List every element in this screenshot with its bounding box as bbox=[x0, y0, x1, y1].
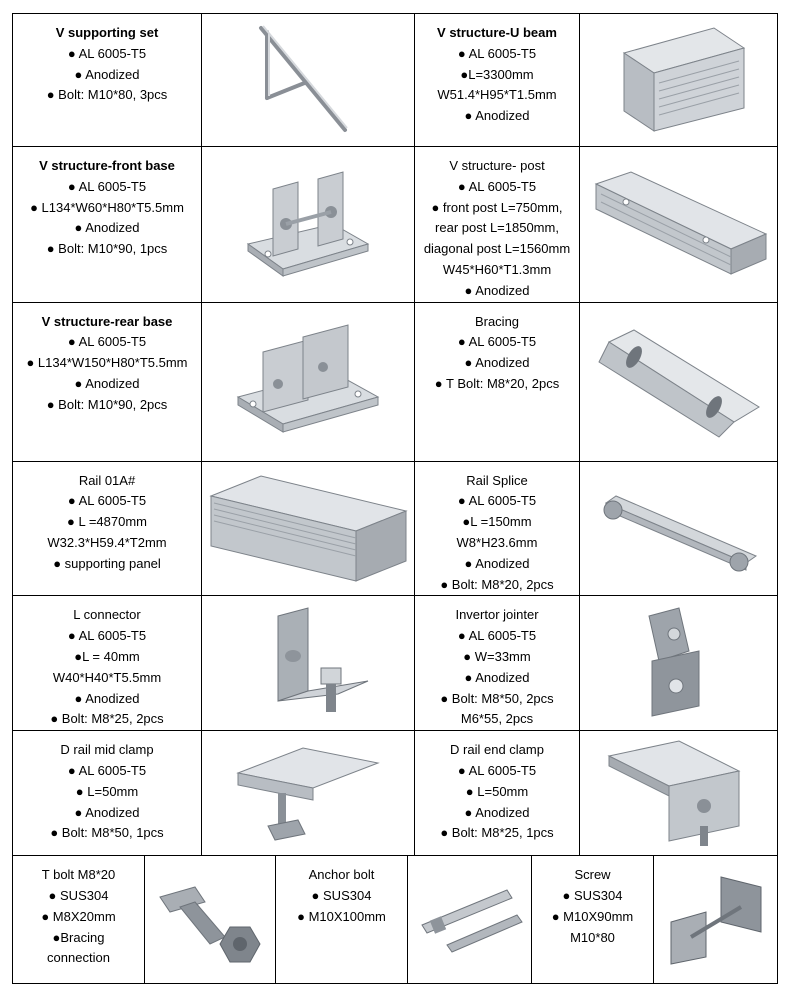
anchor-bolt-icon bbox=[412, 880, 527, 960]
item-title: D rail end clamp bbox=[450, 742, 544, 758]
invertor-jointer-icon bbox=[634, 606, 724, 721]
spec-line: W8*H23.6mm bbox=[456, 534, 538, 550]
table-row bbox=[13, 596, 778, 731]
image-cell bbox=[580, 147, 778, 303]
spec-line: diagonal post L=1560mm bbox=[423, 241, 571, 257]
table-row bbox=[13, 461, 778, 596]
spec-line: ● Bolt: M10*90, 2pcs bbox=[46, 396, 168, 412]
image-cell bbox=[580, 461, 778, 596]
post-rail-icon bbox=[586, 164, 771, 284]
spec-line: ● Anodized bbox=[74, 804, 140, 820]
spec-line: ● W=33mm bbox=[463, 648, 531, 664]
spec-line: ● AL 6005-T5 bbox=[457, 178, 537, 194]
u-beam-icon bbox=[604, 23, 754, 138]
table-row bbox=[13, 147, 778, 303]
spec-cell bbox=[532, 856, 654, 984]
rail-icon bbox=[206, 471, 411, 586]
spec-cell bbox=[13, 461, 202, 596]
spec-line: ● Anodized bbox=[74, 66, 140, 82]
spec-line: ● Anodized bbox=[74, 375, 140, 391]
image-cell bbox=[580, 596, 778, 731]
product-spec-sheet bbox=[12, 13, 777, 984]
spec-line: ● Bolt: M8*20, 2pcs bbox=[440, 576, 554, 592]
end-clamp-icon bbox=[604, 736, 754, 851]
mid-clamp-icon bbox=[233, 738, 383, 848]
rear-base-icon bbox=[233, 322, 383, 442]
spec-cell bbox=[415, 302, 580, 461]
spec-table-bottom bbox=[12, 855, 778, 984]
spec-line: ● supporting panel bbox=[53, 555, 161, 571]
spec-line: ● Anodized bbox=[464, 282, 530, 298]
spec-line: ●Bracing bbox=[52, 929, 105, 945]
item-title: V structure-front base bbox=[39, 158, 175, 173]
spec-line: ● M10X90mm bbox=[551, 908, 634, 924]
image-cell bbox=[580, 731, 778, 856]
spec-line: ● AL 6005-T5 bbox=[457, 628, 537, 644]
item-title: Bracing bbox=[474, 313, 520, 329]
image-cell bbox=[202, 147, 415, 303]
spec-cell bbox=[276, 856, 408, 984]
spec-line: ● AL 6005-T5 bbox=[67, 334, 147, 350]
bracing-icon bbox=[594, 322, 764, 442]
spec-line: ● L134*W60*H80*T5.5mm bbox=[30, 199, 184, 215]
table-row bbox=[13, 856, 778, 984]
spec-cell bbox=[415, 461, 580, 596]
l-connector-icon bbox=[243, 606, 373, 721]
spec-cell bbox=[415, 14, 580, 147]
spec-cell bbox=[13, 147, 202, 303]
item-title: Invertor jointer bbox=[455, 607, 539, 623]
image-cell bbox=[580, 14, 778, 147]
image-cell bbox=[202, 596, 415, 731]
spec-line: ● SUS304 bbox=[48, 887, 109, 903]
spec-line: ● AL 6005-T5 bbox=[457, 334, 537, 350]
spec-line: ● AL 6005-T5 bbox=[67, 493, 147, 509]
image-cell bbox=[202, 14, 415, 147]
spec-line: ● T Bolt: M8*20, 2pcs bbox=[434, 375, 560, 391]
spec-line: ● Anodized bbox=[464, 804, 530, 820]
table-row bbox=[13, 302, 778, 461]
item-title: V structure- post bbox=[449, 158, 545, 173]
item-title: T bolt M8*20 bbox=[41, 867, 116, 883]
spec-line: W32.3*H59.4*T2mm bbox=[47, 534, 167, 550]
spec-line: M6*55, 2pcs bbox=[460, 711, 534, 727]
spec-line: rear post L=1850mm, bbox=[435, 220, 559, 236]
spec-line: M10*80 bbox=[570, 929, 615, 945]
spec-line: ● Anodized bbox=[74, 220, 140, 236]
item-title: V structure-rear base bbox=[41, 313, 173, 329]
spec-line: ● AL 6005-T5 bbox=[457, 493, 537, 509]
spec-table bbox=[12, 13, 778, 856]
spec-line: ● SUS304 bbox=[311, 887, 372, 903]
item-title: V structure-U beam bbox=[437, 25, 557, 40]
rail-splice-icon bbox=[591, 478, 766, 578]
spec-line: ● L=50mm bbox=[75, 783, 139, 799]
item-title: Rail Splice bbox=[466, 472, 528, 488]
screw-icon bbox=[661, 872, 771, 967]
spec-line: ● AL 6005-T5 bbox=[457, 45, 537, 61]
spec-line: ● AL 6005-T5 bbox=[457, 762, 537, 778]
item-title: Rail 01A# bbox=[78, 472, 136, 488]
spec-cell bbox=[13, 856, 145, 984]
spec-line: ● Anodized bbox=[464, 355, 530, 371]
spec-line: ● AL 6005-T5 bbox=[67, 45, 147, 61]
spec-line: ● Bolt: M10*90, 1pcs bbox=[46, 241, 168, 257]
image-cell bbox=[654, 856, 778, 984]
front-base-icon bbox=[238, 164, 378, 284]
spec-line: ● Anodized bbox=[74, 690, 140, 706]
spec-line: ● SUS304 bbox=[562, 887, 623, 903]
spec-cell bbox=[13, 596, 202, 731]
table-row bbox=[13, 731, 778, 856]
spec-line: W45*H60*T1.3mm bbox=[442, 261, 552, 277]
spec-line: ●L =150mm bbox=[462, 514, 532, 530]
spec-line: ● Bolt: M8*50, 2pcs bbox=[440, 690, 554, 706]
spec-line: ● AL 6005-T5 bbox=[67, 762, 147, 778]
spec-line: W40*H40*T5.5mm bbox=[52, 669, 162, 685]
spec-cell bbox=[415, 731, 580, 856]
spec-line: ● AL 6005-T5 bbox=[67, 628, 147, 644]
image-cell bbox=[145, 856, 276, 984]
spec-line: ● Bolt: M8*50, 1pcs bbox=[50, 825, 164, 841]
spec-line: ● front post L=750mm, bbox=[431, 199, 563, 215]
spec-line: ● M8X20mm bbox=[41, 908, 116, 924]
spec-line: ● L =4870mm bbox=[67, 514, 147, 530]
spec-cell bbox=[415, 147, 580, 303]
spec-line: ● Anodized bbox=[464, 108, 530, 124]
item-title: L connector bbox=[73, 607, 141, 623]
v-supporting-set-icon bbox=[253, 20, 363, 140]
spec-line: ● AL 6005-T5 bbox=[67, 178, 147, 194]
image-cell bbox=[202, 461, 415, 596]
spec-cell bbox=[13, 302, 202, 461]
table-row bbox=[13, 14, 778, 147]
spec-line: ● M10X100mm bbox=[297, 908, 386, 924]
spec-line: ● Bolt: M8*25, 2pcs bbox=[50, 711, 164, 727]
image-cell bbox=[202, 302, 415, 461]
t-bolt-icon bbox=[150, 872, 270, 967]
spec-line: ● Anodized bbox=[464, 555, 530, 571]
spec-cell bbox=[415, 596, 580, 731]
image-cell bbox=[408, 856, 532, 984]
spec-line: connection bbox=[47, 950, 110, 966]
item-title: Anchor bolt bbox=[308, 867, 375, 883]
spec-cell bbox=[13, 14, 202, 147]
spec-line: ● L134*W150*H80*T5.5mm bbox=[26, 355, 188, 371]
spec-cell bbox=[13, 731, 202, 856]
spec-line: ●L=3300mm bbox=[460, 66, 534, 82]
spec-line: ● Anodized bbox=[464, 669, 530, 685]
spec-line: ●L = 40mm bbox=[74, 648, 140, 664]
item-title: D rail mid clamp bbox=[60, 742, 154, 758]
image-cell bbox=[580, 302, 778, 461]
spec-line: ● Bolt: M8*25, 1pcs bbox=[440, 825, 554, 841]
image-cell bbox=[202, 731, 415, 856]
spec-line: W51.4*H95*T1.5mm bbox=[437, 87, 557, 103]
item-title: V supporting set bbox=[55, 25, 159, 40]
spec-line: ● L=50mm bbox=[465, 783, 529, 799]
spec-line: ● Bolt: M10*80, 3pcs bbox=[46, 87, 168, 103]
item-title: Screw bbox=[574, 867, 611, 883]
